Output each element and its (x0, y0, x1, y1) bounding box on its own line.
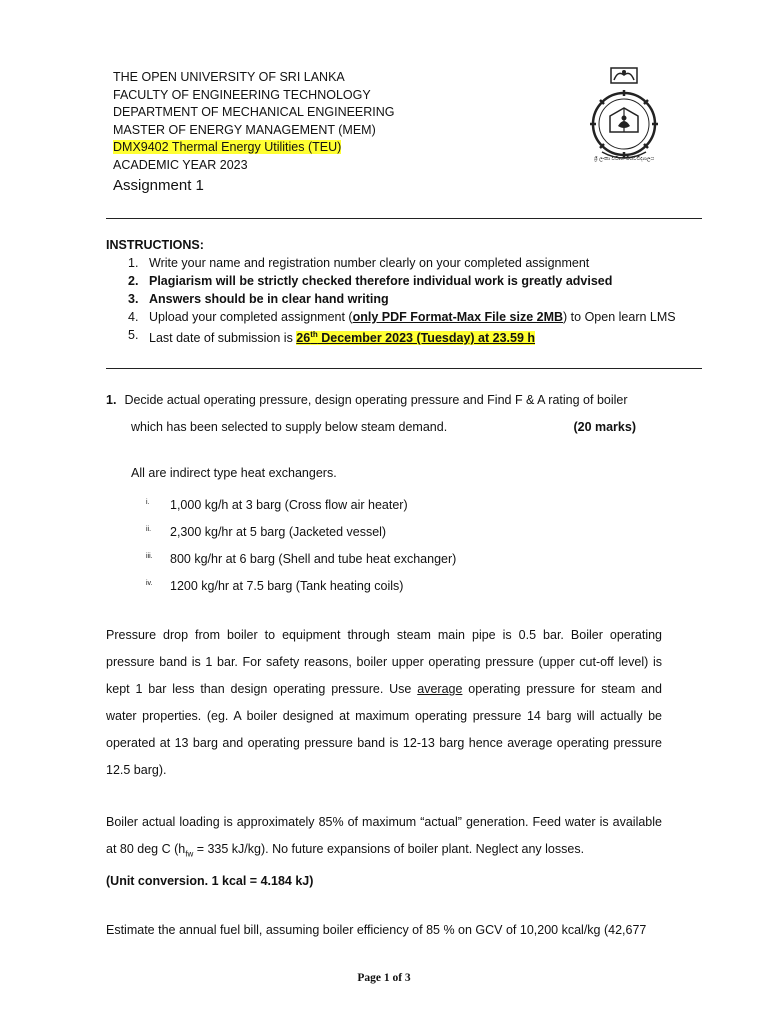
instruction-number: 3. (128, 292, 139, 306)
program-name: MASTER OF ENERGY MANAGEMENT (MEM) (113, 122, 376, 137)
loading-paragraph (106, 809, 662, 895)
list-item (146, 492, 456, 519)
instruction-item (106, 290, 705, 308)
header-divider (106, 218, 702, 219)
instruction-item (106, 308, 705, 326)
instruction-text: ) to Open learn LMS (563, 310, 676, 324)
roman-numeral: ii. (146, 526, 152, 533)
instruction-number: 4. (128, 310, 139, 324)
steam-demand-list (146, 492, 456, 600)
instructions-title: INSTRUCTIONS: (106, 238, 204, 252)
deadline-rest: December 2023 (Tuesday) at 23.59 h (317, 331, 536, 346)
roman-numeral: iv. (146, 580, 153, 587)
instruction-item (106, 326, 705, 347)
roman-numeral: i. (146, 499, 150, 506)
question-number: 1. (106, 393, 117, 407)
list-item (146, 546, 456, 573)
list-item-text: 2,300 kg/hr at 5 barg (Jacketed vessel) (170, 525, 387, 539)
instruction-number: 2. (128, 274, 139, 288)
pressure-paragraph (106, 622, 662, 784)
document-header (113, 69, 395, 194)
instruction-text: Last date of submission is (149, 331, 297, 346)
submission-deadline (296, 331, 535, 345)
instructions-list (106, 254, 705, 347)
heat-exchanger-note: All are indirect type heat exchangers. (131, 466, 337, 480)
roman-numeral: iii. (146, 553, 153, 560)
list-item-text: 1200 kg/hr at 7.5 barg (Tank heating coils) (170, 579, 404, 593)
instruction-text: Plagiarism will be strictly checked therefore individual work is greatly advised (149, 274, 613, 288)
instruction-text: Upload your completed assignment ( (149, 310, 353, 324)
file-format-requirement: only PDF Format-Max File size 2MB (352, 310, 564, 324)
question-text: Decide actual operating pressure, design operating pressure and Find F & A rating of boiler (124, 393, 628, 407)
course-title: DMX9402 Thermal Energy Utilities (TEU) (113, 140, 342, 155)
department-name: DEPARTMENT OF MECHANICAL ENGINEERING (113, 105, 395, 120)
question-marks: (20 marks) (573, 420, 636, 434)
question-1 (106, 387, 662, 441)
page-number: Page 1 of 3 (357, 972, 411, 984)
deadline-day-suffix: th (310, 330, 318, 339)
university-seal-icon (588, 66, 660, 166)
question-text: which has been selected to supply below steam demand. (131, 420, 448, 434)
assignment-title: Assignment 1 (113, 176, 204, 194)
instruction-text: Answers should be in clear hand writing (149, 292, 389, 306)
paragraph-text: = 335 kJ/kg). No future expansions of boiler plant. Neglect any losses. (193, 842, 585, 856)
list-item (146, 573, 456, 600)
underlined-word: average (417, 682, 463, 696)
deadline-day: 26 (296, 331, 311, 346)
instruction-item (106, 254, 705, 272)
paragraph-text: operating pressure for steam and water properties. (eg. A boiler designed at maximum operating pressure 14 barg will actually be operated at 13 barg and operating pressure band is 12-13 barg hence average operating pressure 12.5 barg). (106, 682, 662, 777)
instruction-item (106, 272, 705, 290)
instruction-number: 5. (128, 328, 139, 342)
instruction-number: 1. (128, 256, 139, 270)
list-item-text: 1,000 kg/h at 3 barg (Cross flow air heater) (170, 498, 408, 512)
subscript: fw (185, 849, 194, 859)
university-name: THE OPEN UNIVERSITY OF SRI LANKA (113, 70, 345, 84)
instructions-section (106, 236, 705, 347)
academic-year: ACADEMIC YEAR 2023 (113, 157, 248, 172)
faculty-name: FACULTY OF ENGINEERING TECHNOLOGY (113, 87, 371, 102)
paragraph-text: Boiler actual loading is approximately 85% of maximum “actual” generation. Feed water is available at 80 deg C (h (106, 815, 662, 856)
unit-conversion-note: (Unit conversion. 1 kcal = 4.184 kJ) (106, 873, 314, 888)
paragraph-text: Pressure drop from boiler to equipment through steam main pipe is 0.5 bar. Boiler operating pressure band is 1 bar. For safety reasons, boiler upper operating pressure (upper cut-off level) is kept 1 bar less than design operating pressure. Use (106, 628, 662, 696)
instruction-text: Write your name and registration number clearly on your completed assignment (149, 256, 590, 270)
fuel-bill-paragraph: Estimate the annual fuel bill, assuming boiler efficiency of 85 % on GCV of 10,200 kcal/kg (42,677 (106, 923, 647, 937)
seal-motto: ශ්‍රී ලංකා විවෘත විශ්වවිද්‍යාලය (593, 156, 655, 162)
instructions-divider (106, 368, 702, 369)
list-item-text: 800 kg/hr at 6 barg (Shell and tube heat exchanger) (170, 552, 457, 566)
list-item (146, 519, 456, 546)
